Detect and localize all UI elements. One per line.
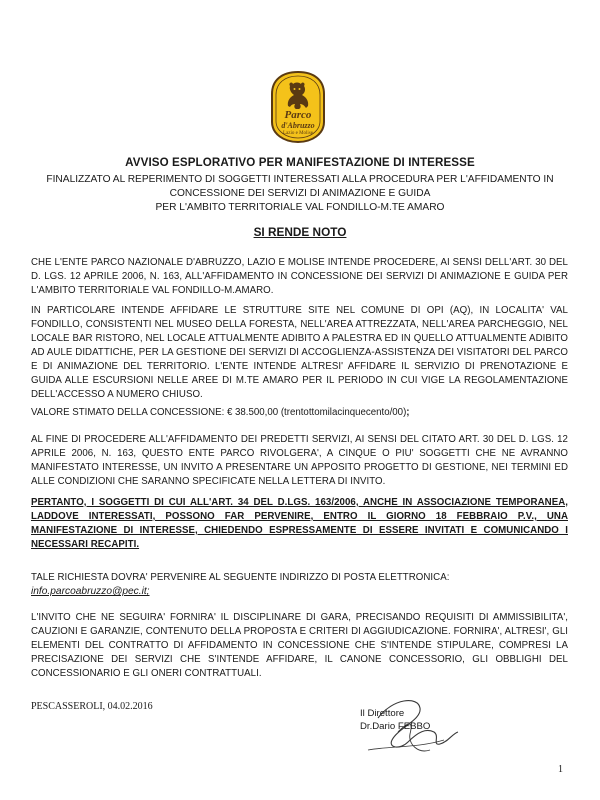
logo-line-3: Lazio e Molise [283,131,313,136]
paragraph-procedure: AL FINE DI PROCEDERE ALL'AFFIDAMENTO DEI PREDETTI SERVIZI, AI SENSI DEL CITATO ART. 30 DEL D. LGS. 12 APRILE 2006, N. 163, QUESTO ENTE PARCO RIVOLGERA', A CINQUE O PIU' SOGGETTI CHE NE AVRANNO MANIFESTATO INTERESSE, UN INVITO A PRESENTARE UN APPOSITO PROGETTO DI GESTIONE, NEI TERMINI ED ALLE CONDIZIONI CHE SARANNO SPECIFICATE NELLA LETTERA DI INVITO. [31,434,568,487]
paragraph-deadline: PERTANTO, I SOGGETTI DI CUI ALL'ART. 34 DEL D.LGS. 163/2006, ANCHE IN ASSOCIAZIONE TEMPORANEA, LADDOVE INTERESSATI, POSSONO FAR PERVENIRE, ENTRO IL GIORNO 18 FEBBRAIO P.V., UNA MANIFESTAZIONE DI INTERESSE, CHIEDENDO ESPRESSAMENTE DI ESSERE INVITATI E COMUNICANDO I NECESSARI RECAPITI. [31,497,568,550]
paragraph-invitation: L'INVITO CHE NE SEGUIRA' FORNIRA' IL DISCIPLINARE DI GARA, PRECISANDO REQUISITI DI AMMISSIBILITA', CAUZIONI E GARANZIE, CONTENUTO DELLA PROPOSTA E CRITERI DI AGGIUDICAZIONE. FORNIRA', ALTRESI', GLI ELEMENTI DEL CONTRATTO DI AFFIDAMENTO IN CONCESSIONE CHE S'INTENDE STIPULARE, COMPRESI LA PRECISAZIONE DEI SERVIZI CHE S'INTENDE AFFIDARE, IL CANONE CONCESSORIO, GLI OBBLIGHI DEL CONCESSIONARIO E GLI ONERI CONTRATTUALI. [31,612,568,679]
document-title: AVVISO ESPLORATIVO PER MANIFESTAZIONE DI INTERESSE [125,156,475,169]
park-logo [266,70,330,144]
subtitle-line-2: CONCESSIONE DEI SERVIZI DI ANIMAZIONE E GUIDA [169,188,431,199]
place-date: PESCASSEROLI, 04.02.2016 [31,701,153,712]
estimated-value [31,406,568,420]
subtitle-line-3: PER L'AMBITO TERRITORIALE VAL FONDILLO-M.TE AMARO [155,202,445,213]
paragraph-intro: CHE L'ENTE PARCO NAZIONALE D'ABRUZZO, LAZIO E MOLISE INTENDE PROCEDERE, AI SENSI DELL'ART. 30 DEL D. LGS. 12 APRILE 2006, N. 163, ALL'AFFIDAMENTO IN CONCESSIONE DEI SERVIZI DI ANIMAZIONE E GUIDA PER L'AMBITO TERRITORIALE VAL FONDILLO-M.AMARO. [31,257,568,296]
estimated-value-text: VALORE STIMATO DELLA CONCESSIONE: € 38.500,00 (trentottomilacinquecento/00) [31,407,407,418]
subtitle-line-1: FINALIZZATO AL REPERIMENTO DI SOGGETTI INTERESSATI ALLA PROCEDURA PER L'AFFIDAMENTO IN [46,174,554,185]
page-number: 1 [558,764,563,775]
logo-line-2: d'Abruzzo [281,121,315,130]
paragraph-email-request: TALE RICHIESTA DOVRA' PERVENIRE AL SEGUENTE INDIRIZZO DI POSTA ELETTRONICA: [31,572,450,583]
signer-name: Dr.Dario FEBBO [360,721,431,732]
logo-line-1: Parco [284,109,312,121]
logo-text [266,110,330,137]
estimated-value-end: ; [406,407,410,418]
paragraph-structures: IN PARTICOLARE INTENDE AFFIDARE LE STRUTTURE SITE NEL COMUNE DI OPI (AQ), IN LOCALITA' VAL FONDILLO, CONSISTENTI NEL MUSEO DELLA FORESTA, NELL'AREA ATTREZZATA, NELL'AREA PARCHEGGIO, NEL LOCALE BAR RISTORO, NEL LOCALE ATTUALMENTE ADIBITO A PALESTRA ED IN QUELLO ATTUALMENTE ADIBITO AD AULE DIDATTICHE, PER LA GESTIONE DEI SERVIZI DI ACCOGLIENZA-ASSISTENZA DEI VISITATORI DEL PARCO E DI ANIMAZIONE DEL TERRITORIO. L'ENTE INTENDE ALTRESI' AFFIDARE IL SERVIZIO DI PRENOTAZIONE E GUIDA ALLE ESCURSIONI NELLE AREE DI M.TE AMARO PER IL PERIODO IN CUI VIGE LA REGOLAMENTAZIONE DELL'ACCESSO A NUMERO CHIUSO. [31,305,568,400]
signer-title: Il Direttore [360,708,405,719]
notice-heading: SI RENDE NOTO [253,225,347,239]
pec-email-link[interactable]: info.parcoabruzzo@pec.it; [31,586,150,597]
